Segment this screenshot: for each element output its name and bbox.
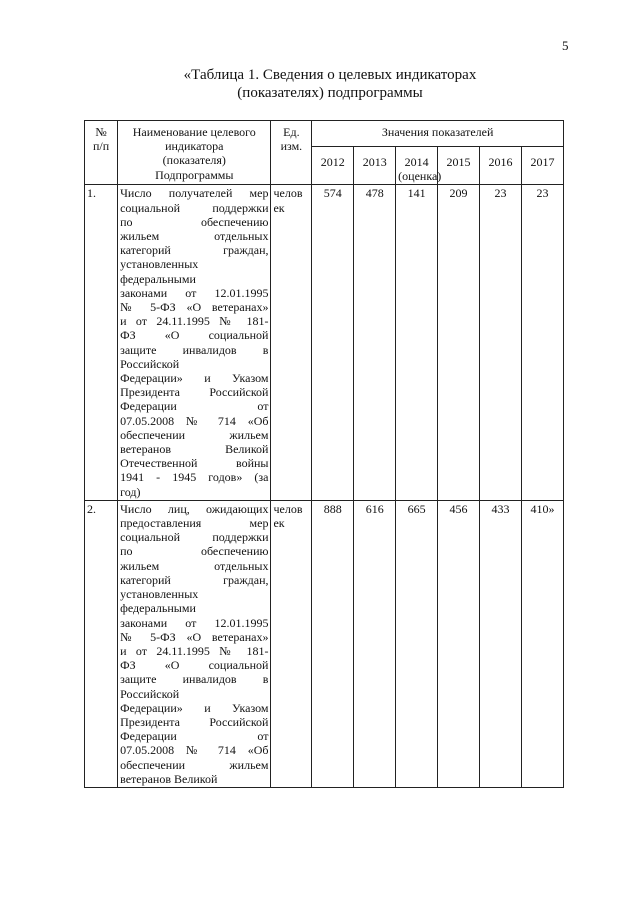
indicator-name-line: установленных (120, 257, 199, 272)
header-name-line3: (показателя) (162, 153, 226, 168)
table-title (130, 66, 530, 102)
indicator-name-line: защите инвалидов в (120, 672, 269, 687)
row-value-2014: 141 (396, 185, 438, 500)
row-value-2016: 433 (480, 500, 522, 787)
row-unit-line2: ек (273, 200, 285, 215)
row-unit-line1: челов (273, 186, 303, 201)
indicator-name-line: федеральными (120, 601, 196, 616)
table-row (85, 185, 564, 500)
indicator-name-line: Президента Российской (120, 714, 269, 729)
indicator-name-line: № 5-ФЗ «О ветеранах» (120, 629, 269, 644)
row-value-2015: 456 (438, 500, 480, 787)
indicator-name-line: Федерации» и Указом (120, 700, 269, 715)
indicator-name-line: жильем отдельных (120, 229, 269, 244)
indicator-name-line: установленных (120, 587, 199, 602)
table-row (85, 500, 564, 787)
indicator-name-line: категорий граждан, (120, 572, 269, 587)
header-name (118, 121, 271, 185)
header-year-2016: 2016 (480, 147, 522, 185)
row-indicator-name (118, 500, 271, 787)
indicator-name-line: Федерации от (120, 729, 269, 744)
header-name-line4: Подпрограммы (155, 167, 234, 182)
indicator-name-line: и от 24.11.1995 № 181- (120, 643, 269, 658)
indicator-name-line: и от 24.11.1995 № 181- (120, 314, 269, 329)
table-title-line2: (показателях) подпрограммы (237, 85, 423, 101)
row-indicator-name (118, 185, 271, 500)
header-no (85, 121, 118, 185)
indicator-name-line: Российской (120, 686, 180, 701)
indicator-name-line: ветеранов Великой (120, 771, 218, 786)
indicator-name-line: ФЗ «О социальной (120, 328, 269, 343)
row-unit (271, 185, 312, 500)
row-value-2013: 616 (354, 500, 396, 787)
header-year-2014 (396, 147, 442, 185)
indicator-name-line: категорий граждан, (120, 243, 269, 258)
indicator-name-line: обеспечении жильем (120, 427, 269, 442)
indicator-name-line: Российской (120, 356, 180, 371)
indicator-name-line: Число лиц, ожидающих (120, 501, 269, 516)
indicator-name-line: Федерации от (120, 399, 269, 414)
indicator-name-line: 07.05.2008 № 714 «Об (120, 413, 269, 428)
header-unit-line1: Ед. (283, 125, 300, 139)
indicator-name-line: социальной поддержки (120, 200, 269, 215)
indicator-name-line: ФЗ «О социальной (120, 658, 269, 673)
header-year-2015: 2015 (438, 147, 480, 185)
indicator-name-line: Отечественной войны (120, 456, 269, 471)
row-value-2015: 209 (438, 185, 480, 500)
indicator-name-line: Президента Российской (120, 385, 269, 400)
header-unit-line2: изм. (280, 139, 303, 154)
indicator-name-line: по обеспечению (120, 544, 269, 559)
header-year-2014-note: (оценка) (398, 169, 442, 184)
header-year-2017: 2017 (521, 147, 563, 185)
indicator-name-line: по обеспечению (120, 214, 269, 229)
header-year-2014-label: 2014 (404, 155, 429, 169)
row-value-2017: 23 (521, 185, 563, 500)
header-no-line2: п/п (92, 139, 110, 154)
table-title-line1: «Таблица 1. Сведения о целевых индикаторах (183, 67, 477, 83)
header-unit (271, 121, 312, 185)
indicator-name-line: 1941 - 1945 годов» (за (120, 470, 269, 485)
row-value-2012: 574 (312, 185, 354, 500)
indicator-name-line: федеральными (120, 271, 196, 286)
indicators-table (84, 120, 564, 788)
indicator-name-line: законами от 12.01.1995 (120, 615, 269, 630)
indicator-name-line: Число получателей мер (120, 186, 269, 201)
row-value-2016: 23 (480, 185, 522, 500)
header-values-group: Значения показателей (312, 121, 564, 147)
page-number: 5 (562, 38, 569, 53)
header-name-line1: Наименование целевого (132, 125, 256, 139)
indicator-name-line: год) (120, 484, 141, 499)
header-year-2013: 2013 (354, 147, 396, 185)
row-unit-line1: челов (273, 501, 303, 516)
indicator-name-line: предоставления мер (120, 516, 269, 531)
header-year-2012: 2012 (312, 147, 354, 185)
row-unit-line2: ек (273, 516, 285, 531)
indicator-name-line: социальной поддержки (120, 530, 269, 545)
row-number: 2. (85, 500, 118, 787)
indicator-name-line: ветеранов Великой (120, 442, 269, 457)
indicator-name-line: обеспечении жильем (120, 757, 269, 772)
indicator-name-line: 07.05.2008 № 714 «Об (120, 743, 269, 758)
header-name-line2: индикатора (165, 139, 224, 154)
row-value-2013: 478 (354, 185, 396, 500)
indicator-name-line: защите инвалидов в (120, 342, 269, 357)
indicator-name-line: Федерации» и Указом (120, 371, 269, 386)
row-value-2012: 888 (312, 500, 354, 787)
indicator-name-line: законами от 12.01.1995 (120, 285, 269, 300)
row-unit (271, 500, 312, 787)
header-row-1 (85, 121, 564, 147)
indicator-name-line: жильем отдельных (120, 558, 269, 573)
row-number: 1. (85, 185, 118, 500)
indicator-name-line: № 5-ФЗ «О ветеранах» (120, 300, 269, 315)
header-no-line1: № (95, 125, 107, 139)
row-value-2017: 410» (521, 500, 563, 787)
row-value-2014: 665 (396, 500, 438, 787)
